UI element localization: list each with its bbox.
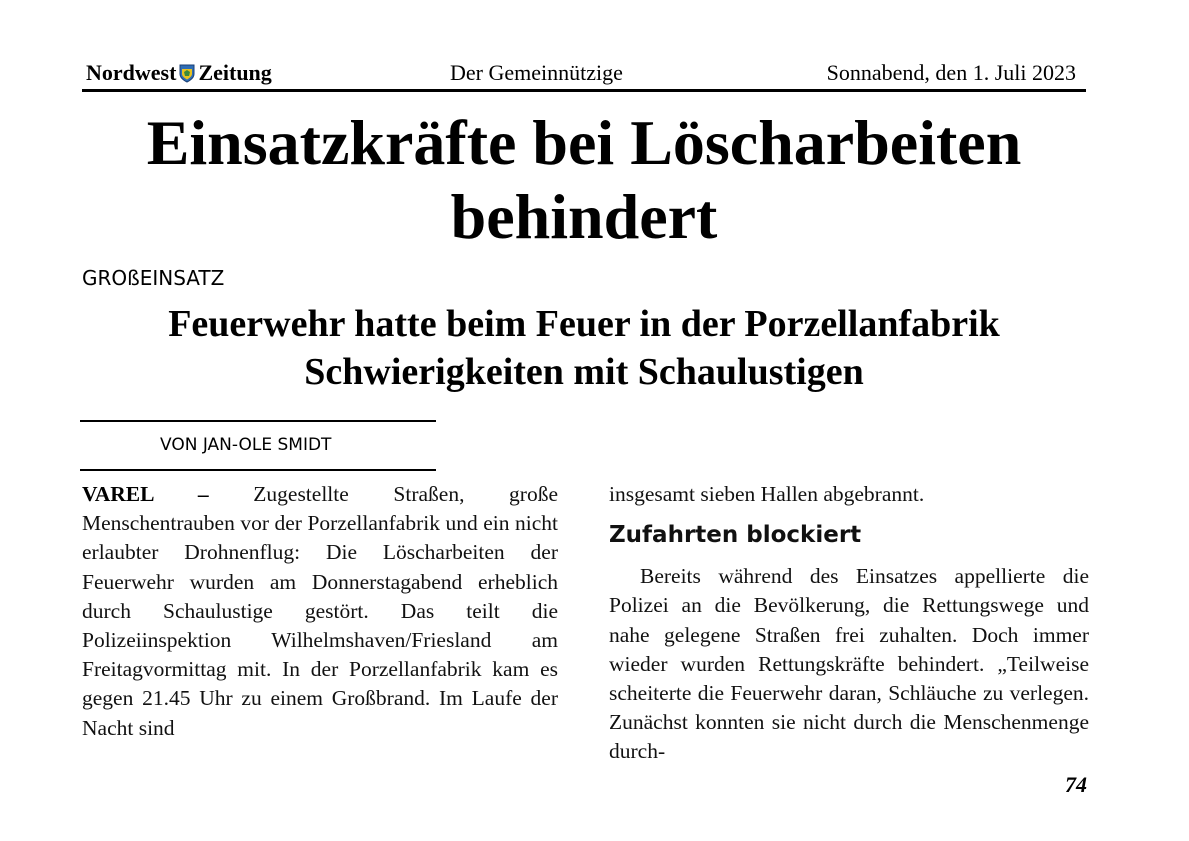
dateline: VAREL – (82, 482, 209, 506)
byline-rule-bottom (80, 469, 436, 471)
section-title: Der Gemeinnützige (450, 60, 623, 85)
article-column-right (609, 480, 1089, 767)
section-heading: Zufahrten blockiert (609, 522, 862, 549)
publication-logo (86, 60, 272, 86)
lead-text: Zugestellte Straßen, große Menschentrauben vor der Porzellanfabrik und ein nicht erlaubter Drohnenflug: Die Löscharbeiten der Feuerwehr wurden am Donnerstagabend erheblich durch Schaulustige gestört. Das teilt die Polizeiinspektion Wilhelmshaven/Friesland am Freitagvormittag mit. In der Porzellanfabrik kam es gegen 21.45 Uhr zu einem Großbrand. Im Laufe der Nacht sind (82, 482, 558, 740)
body-paragraph: Bereits während des Einsatzes appellierte die Polizei an die Bevölkerung, die Rettungswege und nahe gelegene Straßen frei zuhalten. Doch immer wieder wurden Rettungskräfte behindert. „Teilweise scheiterte die Feuerwehr daran, Schläuche zu verlegen. Zunächst konnten sie nicht durch die Menschenmenge durch- (609, 564, 1089, 764)
issue-date: Sonnabend, den 1. Juli 2023 (826, 60, 1076, 85)
publication-name-part1: Nordwest (86, 60, 177, 85)
lead-paragraph (82, 480, 558, 743)
article-column-left (82, 480, 558, 743)
kicker: GROßEINSATZ (82, 266, 225, 290)
publication-name-part2: Zeitung (198, 60, 272, 85)
headline: Einsatzkräfte bei Löscharbeiten behindert (146, 107, 1022, 252)
subheadline: Feuerwehr hatte beim Feuer in der Porzellanfabrik Schwierigkeiten mit Schaulustigen (168, 303, 1000, 393)
coat-of-arms-icon (179, 64, 195, 83)
masthead (82, 56, 1086, 92)
continued-text: insgesamt sieben Hallen abgebrannt. (609, 482, 925, 506)
byline: VON JAN-OLE SMIDT (160, 435, 332, 455)
page-number: 74 (1065, 772, 1087, 797)
byline-rule-top (80, 420, 436, 422)
